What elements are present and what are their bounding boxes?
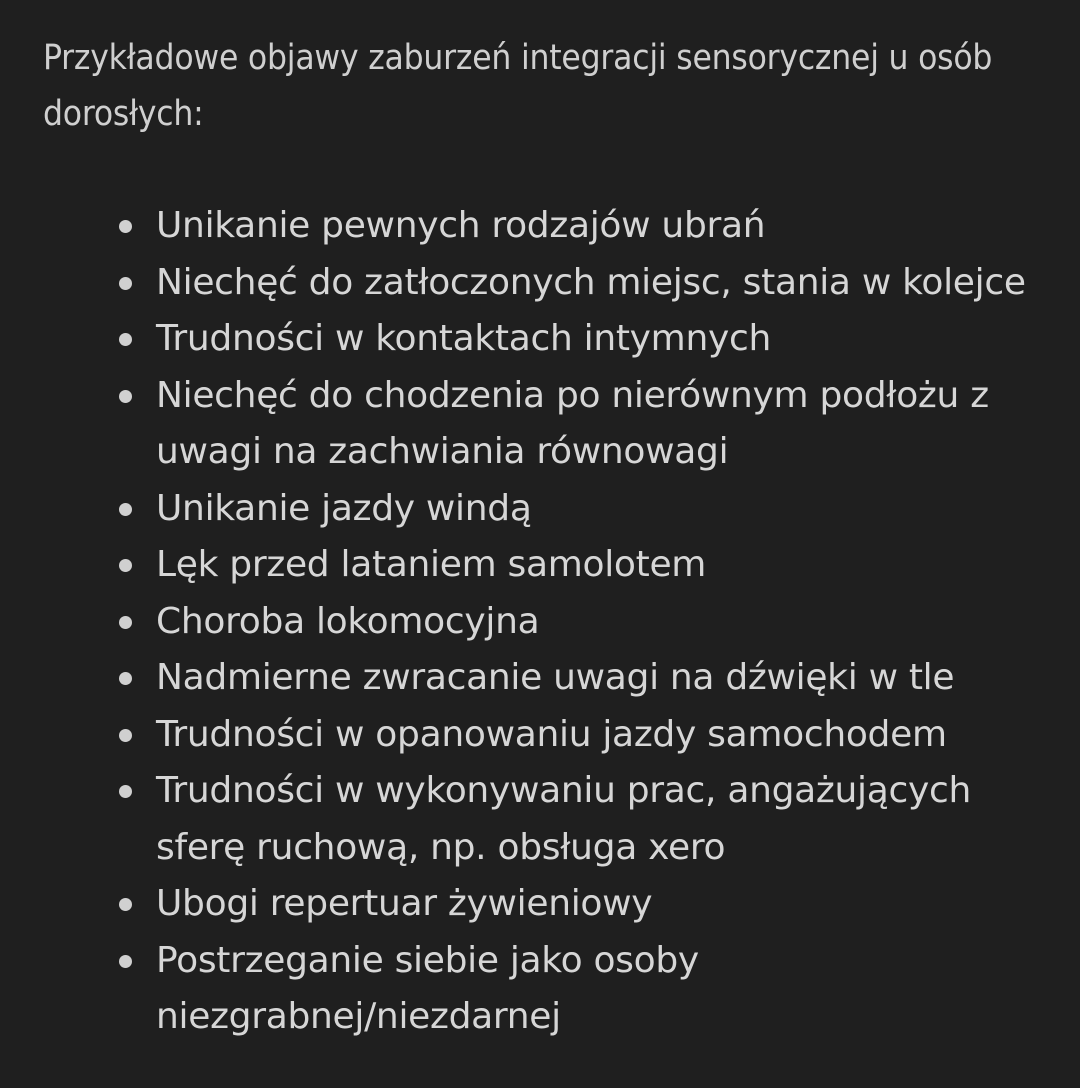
list-item — [156, 368, 1036, 481]
bullet-icon — [119, 333, 132, 346]
list-item — [156, 763, 1036, 876]
list-item-text: Niechęć do chodzenia po nierównym podłożu z uwagi na zachwiania równowagi — [156, 374, 989, 472]
bullet-icon — [119, 277, 132, 290]
list-item-text: Trudności w kontaktach intymnych — [156, 318, 771, 359]
bullet-icon — [119, 955, 132, 968]
bullet-icon — [119, 390, 132, 403]
bullet-icon — [119, 559, 132, 572]
list-item-text: Trudności w wykonywaniu prac, angażujących sferę ruchową, np. obsługa xero — [156, 770, 971, 868]
list-item — [156, 537, 1036, 594]
list-item — [156, 650, 1036, 707]
bullet-icon — [119, 503, 132, 516]
list-item-text: Unikanie pewnych rodzajów ubrań — [156, 205, 766, 246]
bullet-icon — [119, 672, 132, 685]
bullet-icon — [119, 785, 132, 798]
bullet-icon — [119, 220, 132, 233]
list-item — [156, 933, 1036, 1046]
bullet-icon — [119, 898, 132, 911]
bullet-icon — [119, 729, 132, 742]
symptoms-list — [43, 198, 1036, 1046]
list-item — [156, 876, 1036, 933]
list-item — [156, 707, 1036, 764]
list-item — [156, 198, 1036, 255]
list-item — [156, 311, 1036, 368]
list-item-text: Niechęć do zatłoczonych miejsc, stania w kolejce — [156, 261, 1026, 303]
list-item-text: Choroba lokomocyjna — [156, 600, 540, 642]
list-item — [156, 594, 1036, 651]
list-item — [156, 481, 1036, 538]
bullet-icon — [119, 616, 132, 629]
list-item-text: Ubogi repertuar żywieniowy — [156, 883, 653, 924]
list-item — [156, 255, 1036, 312]
list-item-text: Postrzeganie siebie jako osoby niezgrabnej/niezdarnej — [156, 939, 699, 1037]
list-item-text: Lęk przed lataniem samolotem — [156, 544, 707, 585]
list-item-text: Nadmierne zwracanie uwagi na dźwięki w tle — [156, 657, 955, 698]
list-item-text: Unikanie jazdy windą — [156, 487, 532, 529]
intro-paragraph: Przykładowe objawy zaburzeń integracji sensorycznej u osób dorosłych: — [43, 38, 993, 134]
list-item-text: Trudności w opanowaniu jazdy samochodem — [156, 713, 947, 755]
